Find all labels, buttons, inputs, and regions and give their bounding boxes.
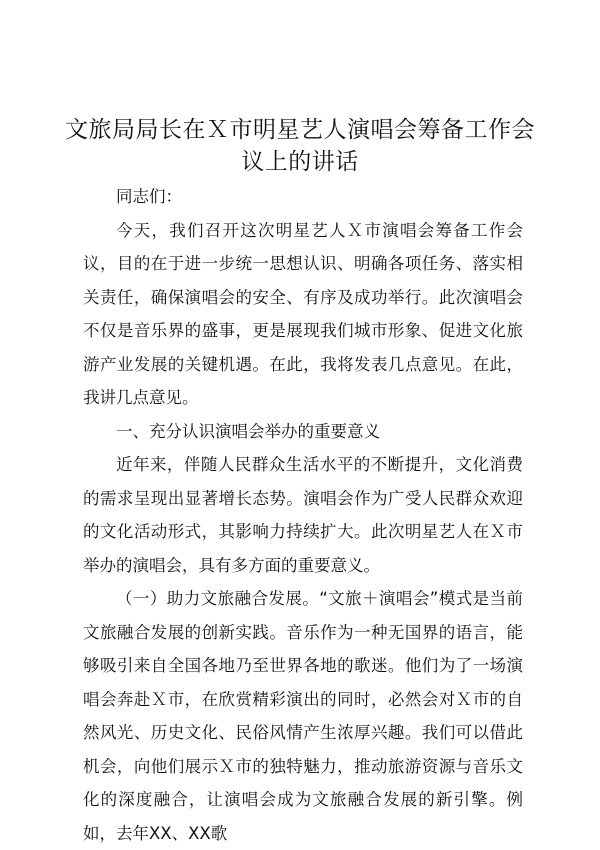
opening-paragraph: 今天，我们召开这次明星艺人Ｘ市演唱会筹备工作会议，目的在于进一步统一思想认识、明确各项任务、落实相关责任，确保演唱会的安全、有序及成功举行。此次演唱会不仅是音乐界的盛事，更是展现我们城市形象、促进文化旅游产业发展的关键机遇。在此，我将发表几点意见。在此，我讲几点意见。 [83, 220, 523, 407]
document-title: 文旅局局长在Ｘ市明星艺人演唱会筹备工作会议上的讲话 [65, 117, 535, 175]
salutation: 同志们： [116, 187, 182, 206]
body-paragraph: 近年来，伴随人民群众生活水平的不断提升，文化消费的需求呈现出显著增长态势。演唱会作为广受人民群众欢迎的文化活动形式，其影响力持续扩大。此次明星艺人在Ｘ市举办的演唱会，具有多方面的重要意义。 [83, 455, 523, 575]
section-heading: 一、充分认识演唱会举办的重要意义 [116, 421, 380, 441]
document-body [83, 180, 523, 850]
body-paragraph: （一）助力文旅融合发展。“文旅＋演唱会”模式是当前文旅融合发展的创新实践。音乐作为一种无国界的语言，能够吸引来自全国各地乃至世界各地的歌迷。他们为了一场演唱会奔赴Ｘ市，在欣赏精彩演出的同时，必然会对Ｘ市的自然风光、历史文化、民俗风情产生浓厚兴趣。我们可以借此机会，向他们展示Ｘ市的独特魅力，推动旅游资源与音乐文化的深度融合，让演唱会成为文旅融合发展的新引擎。例如，去年XX、XX歌 [83, 589, 524, 843]
